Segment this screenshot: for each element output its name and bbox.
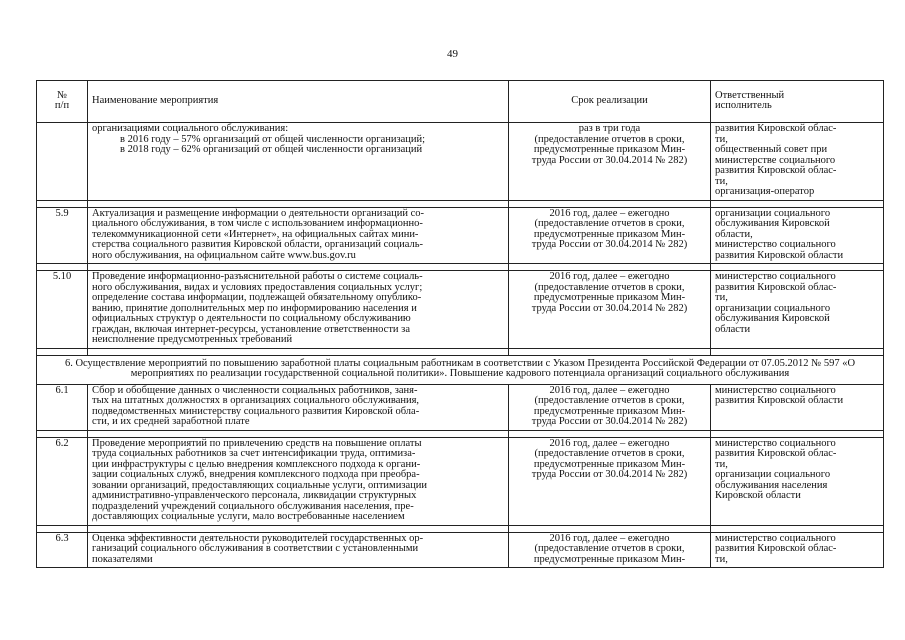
measure-name-line: Сбор и обобщение данных о численности социальных работников, заня- — [92, 384, 418, 396]
responsible-executor-line: развития Кировской области — [715, 395, 844, 406]
row-number: 6.3 — [37, 532, 88, 568]
responsible-executor-line: организации социального — [715, 207, 831, 219]
header-name: Наименование мероприятия — [88, 81, 509, 123]
responsible-executor — [711, 532, 884, 568]
responsible-executor-line: министерство социального — [715, 271, 836, 282]
measure-name-line: неисполнение предусмотренных требований — [92, 334, 293, 345]
responsible-executor — [711, 437, 884, 525]
implementation-term-line: предусмотренные приказом Мин- — [533, 144, 686, 155]
implementation-term-line: труда России от 30.04.2014 № 282) — [531, 239, 688, 250]
table-row — [37, 271, 884, 349]
row-spacer — [37, 200, 884, 207]
row-spacer — [37, 264, 884, 271]
page-number: 49 — [447, 48, 458, 60]
spacer-cell — [37, 264, 88, 271]
measure-name-line: подразделений учреждений социального обслуживания населения, пре- — [92, 500, 414, 512]
measure-name-line: труда социальных работников за счет интенсификации труда, оптимиза- — [92, 448, 416, 459]
table-body-section6-heading — [37, 355, 884, 384]
implementation-term-line: (предоставление отчетов в сроки, — [534, 133, 685, 145]
measure-name — [88, 271, 509, 349]
measure-name — [88, 384, 509, 430]
measure-name-line: ного обслуживания, на официальном сайте www.bus.gov.ru — [92, 249, 356, 261]
responsible-executor — [711, 123, 884, 201]
header-num-line2: п/п — [54, 100, 70, 111]
measure-name-line: циального обслуживания, в том числе с использованием информационно- — [92, 218, 423, 229]
implementation-term-line: предусмотренные приказом Мин- — [533, 553, 686, 565]
implementation-term-line: труда России от 30.04.2014 № 282) — [531, 154, 688, 166]
responsible-executor-line: развития Кировской области — [715, 249, 844, 261]
implementation-term-line: (предоставление отчетов в сроки, — [534, 395, 685, 406]
implementation-term-line: предусмотренные приказом Мин- — [533, 405, 686, 417]
implementation-term-line: (предоставление отчетов в сроки, — [534, 543, 685, 554]
responsible-executor-line: организации социального — [715, 302, 831, 314]
spacer-cell — [37, 348, 88, 355]
spacer-cell — [88, 430, 509, 437]
measure-name — [88, 207, 509, 264]
measure-name-line: официальных структур о деятельности по социальному обслуживанию — [92, 313, 411, 324]
measure-name-line: сти, и их средней заработной плате — [92, 416, 250, 427]
responsible-executor-line: ти, — [715, 133, 728, 145]
spacer-cell — [88, 525, 509, 532]
spacer-cell — [37, 200, 88, 207]
measure-name-line: Проведение информационно-разъяснительной работы о системе социаль- — [92, 271, 423, 282]
responsible-executor-line: обслуживания Кировской — [715, 218, 830, 229]
spacer-cell — [509, 348, 711, 355]
measure-name-line: доставляющих социальные услуги, мало востребованные населением — [92, 511, 405, 522]
spacer-cell — [88, 264, 509, 271]
responsible-executor-line: области — [715, 323, 751, 335]
table-row — [37, 123, 884, 201]
measure-name-line: показателями — [92, 553, 153, 565]
measure-name-line: Оценка эффективности деятельности руководителей государственных ор- — [92, 532, 424, 544]
implementation-term-line: 2016 год, далее – ежегодно — [549, 437, 670, 449]
measure-name-line: ганизаций социального обслуживания в соответствии с установленными — [92, 543, 419, 554]
implementation-term — [509, 384, 711, 430]
spacer-cell — [711, 264, 884, 271]
responsible-executor-line: области, — [715, 228, 753, 240]
measure-name-line: организациями социального обслуживания: — [92, 123, 289, 134]
responsible-executor-line: развития Кировской облас- — [715, 543, 837, 554]
measure-name-line: определение состава информации, подлежащей обязательному опублико- — [92, 292, 422, 303]
section-6-heading: 6. Осуществление мероприятий по повышению заработной платы социальным работникам в соответствии с Указом Президента Российской Федерации от 07.05.2012 № 597 «О мероприятиях по реализации государственной социальной политики». Повышение кадрового потенциала организаций социального обслуживания — [37, 355, 884, 384]
implementation-term-line: труда России от 30.04.2014 № 282) — [531, 416, 688, 427]
table-header-row — [37, 81, 884, 123]
header-responsible — [711, 81, 884, 123]
implementation-term — [509, 532, 711, 568]
implementation-term-line: предусмотренные приказом Мин- — [533, 458, 686, 470]
spacer-cell — [509, 430, 711, 437]
measure-name-line: телекоммуникационной сети «Интернет», на официальных сайтах мини- — [92, 228, 419, 240]
spacer-cell — [711, 430, 884, 437]
measure-name-line: зации социальных служб, внедрения комплексного подхода при преобра- — [92, 469, 420, 480]
header-term: Срок реализации — [509, 81, 711, 123]
measure-name-line: ванию, принятие дополнительных мер по информированию населения и — [92, 302, 417, 314]
implementation-term-line: 2016 год, далее – ежегодно — [549, 532, 670, 544]
row-spacer — [37, 430, 884, 437]
row-number: 6.2 — [37, 437, 88, 525]
spacer-cell — [88, 200, 509, 207]
spacer-cell — [711, 200, 884, 207]
table-row — [37, 437, 884, 525]
responsible-executor-line: министерство социального — [715, 437, 836, 449]
measure-name-line: ного обслуживания, видах и условиях предоставления социальных услуг; — [92, 281, 423, 293]
measure-name-line: в 2018 году – 62% организаций от общей численности организаций — [120, 144, 423, 155]
measure-name — [88, 532, 509, 568]
responsible-executor-line: ти, — [715, 292, 728, 303]
implementation-term-line: предусмотренные приказом Мин- — [533, 292, 686, 303]
implementation-term-line: 2016 год, далее – ежегодно — [549, 384, 670, 396]
implementation-term-line: 2016 год, далее – ежегодно — [549, 271, 670, 282]
header-responsible-line1: Ответственный — [715, 89, 785, 101]
responsible-executor-line: Кировской области — [715, 490, 801, 501]
table-row — [37, 207, 884, 264]
responsible-executor-line: организации социального — [715, 469, 831, 480]
implementation-term — [509, 207, 711, 264]
measure-name-line: тых на штатных должностях в организациях социального обслуживания, — [92, 395, 420, 406]
implementation-term-line: (предоставление отчетов в сроки, — [534, 448, 685, 459]
header-responsible-line2: исполнитель — [715, 100, 772, 111]
responsible-executor-line: развития Кировской облас- — [715, 165, 837, 176]
implementation-term-line: (предоставление отчетов в сроки, — [534, 218, 685, 229]
spacer-cell — [509, 264, 711, 271]
measure-name-line: административно-управленческого персонала, ликвидации структурных — [92, 490, 417, 501]
responsible-executor-line: ти, — [715, 553, 728, 565]
responsible-executor-line: развития Кировской облас- — [715, 448, 837, 459]
measures-table — [36, 80, 884, 568]
measure-name — [88, 123, 509, 201]
spacer-cell — [711, 525, 884, 532]
measure-name-line: граждан, включая интернет-ресурсы, установление ответственности за — [92, 323, 410, 335]
table-row — [37, 532, 884, 568]
measure-name-line: ции инфраструктуры с целью внедрения комплексного подхода к органи- — [92, 458, 421, 470]
measure-name-line: Проведение мероприятий по привлечению средств на повышение оплаты — [92, 437, 422, 449]
responsible-executor-line: ти, — [715, 458, 728, 470]
responsible-executor-line: обслуживания населения — [715, 479, 828, 491]
implementation-term — [509, 437, 711, 525]
implementation-term-line: (предоставление отчетов в сроки, — [534, 281, 685, 293]
spacer-cell — [509, 525, 711, 532]
measure-name — [88, 437, 509, 525]
measure-name-line: стерства социального развития Кировской области, организаций социаль- — [92, 239, 424, 250]
row-number: 5.10 — [37, 271, 88, 349]
spacer-cell — [509, 200, 711, 207]
spacer-cell — [37, 525, 88, 532]
implementation-term-line: раз в три года — [578, 123, 641, 134]
implementation-term-line: предусмотренные приказом Мин- — [533, 228, 686, 240]
header-num-line1: № — [56, 89, 68, 101]
spacer-cell — [37, 430, 88, 437]
responsible-executor — [711, 384, 884, 430]
responsible-executor-line: министерстве социального — [715, 154, 836, 166]
table-body-section5 — [37, 123, 884, 356]
responsible-executor-line: ти, — [715, 175, 728, 187]
row-spacer — [37, 348, 884, 355]
responsible-executor-line: общественный совет при — [715, 144, 828, 155]
responsible-executor-line: организация-оператор — [715, 186, 815, 197]
table-row — [37, 384, 884, 430]
responsible-executor-line: обслуживания Кировской — [715, 313, 830, 324]
spacer-cell — [711, 348, 884, 355]
table-body-section6 — [37, 384, 884, 568]
measure-name-line: подведомственных министерству социального развития Кировской обла- — [92, 405, 420, 417]
header-num — [37, 81, 88, 123]
measure-name-line: в 2016 году – 57% организаций от общей численности организаций; — [120, 133, 426, 145]
row-number: 6.1 — [37, 384, 88, 430]
responsible-executor-line: министерство социального — [715, 239, 836, 250]
responsible-executor-line: министерство социального — [715, 532, 836, 544]
responsible-executor-line: развития Кировской облас- — [715, 281, 837, 293]
responsible-executor-line: министерство социального — [715, 384, 836, 396]
implementation-term-line: 2016 год, далее – ежегодно — [549, 207, 670, 219]
row-spacer — [37, 525, 884, 532]
row-number: 5.9 — [37, 207, 88, 264]
implementation-term — [509, 123, 711, 201]
implementation-term-line: труда России от 30.04.2014 № 282) — [531, 302, 688, 314]
responsible-executor — [711, 271, 884, 349]
responsible-executor-line: развития Кировской облас- — [715, 123, 837, 134]
section-heading-row — [37, 355, 884, 384]
spacer-cell — [88, 348, 509, 355]
measure-name-line: зовании организаций, предоставляющих социальные услуги, оптимизации — [92, 479, 427, 491]
responsible-executor — [711, 207, 884, 264]
row-number — [37, 123, 88, 201]
implementation-term — [509, 271, 711, 349]
implementation-term-line: труда России от 30.04.2014 № 282) — [531, 469, 688, 480]
measure-name-line: Актуализация и размещение информации о деятельности организаций со- — [92, 207, 425, 219]
